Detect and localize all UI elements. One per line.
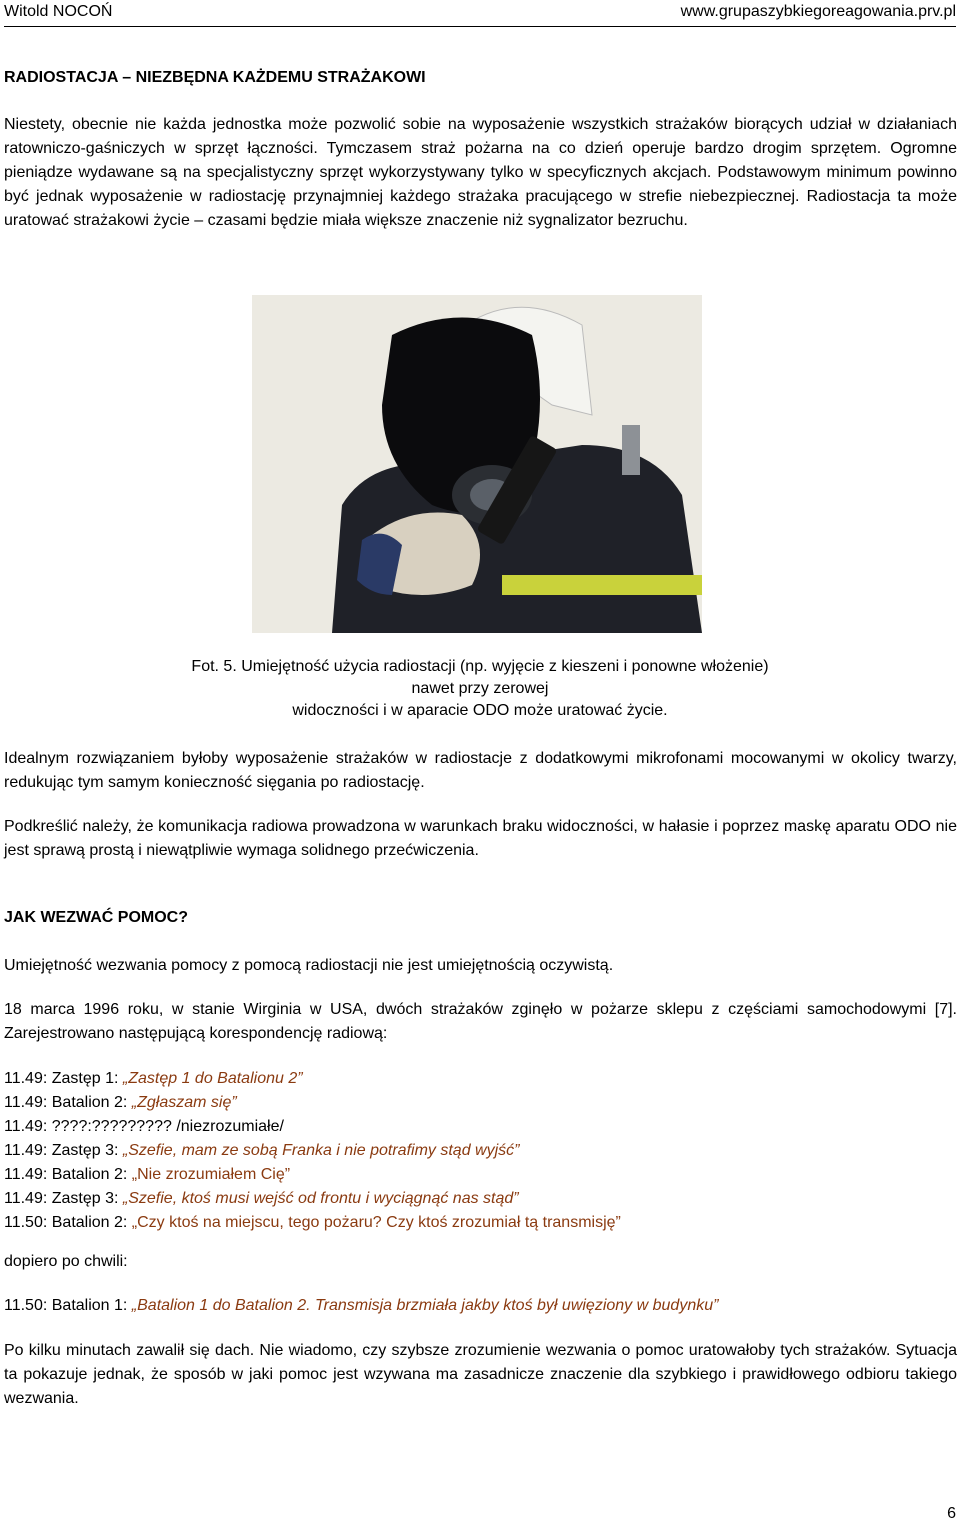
figure-caption [180,656,780,722]
after-while-label: dopiero po chwili: [4,1253,128,1270]
header-site-url: www.grupaszybkiegoreagowania.prv.pl [680,3,956,20]
paragraph-skill: Umiejętność wezwania pomocy z pomocą radiostacji nie jest umiejętnością oczywistą. [4,957,614,974]
transcript-line: 11.49: Zastęp 3: „Szefie, mam ze sobą Franka i nie potrafimy stąd wyjść” [4,1142,520,1159]
page-number: 6 [947,1505,956,1522]
transcript-line: 11.49: Batalion 2: „Nie zrozumiałem Cię” [4,1166,291,1183]
figure-caption-line-1: Fot. 5. Umiejętność użycia radiostacji (np. wyjęcie z kieszeni i ponowne włożenie) nawet przy zerowej [191,658,769,697]
paragraph-microphones: Idealnym rozwiązaniem byłoby wyposażenie strażaków w radiostacje z dodatkowymi mikrofonami mocowanymi w okolicy twarzy, redukując tym samym konieczność sięgania po radiostację. [4,750,957,791]
header-author: Witold NOCOŃ [4,3,113,20]
transcript-line: 11.49: Zastęp 3: „Szefie, ktoś musi wejść od frontu i wyciągnąć nas stąd” [4,1190,519,1207]
firefighter-illustration [252,295,702,633]
radio-transcript [4,1067,957,1235]
transcript-line-final: 11.50: Batalion 1: „Batalion 1 do Batalion 2. Transmisja brzmiała jakby ktoś był uwięziony w budynku” [4,1297,719,1314]
intro-paragraph: Niestety, obecnie nie każda jednostka może pozwolić sobie na wyposażenie wszystkich strażaków biorących udział w działaniach ratowniczo-gaśniczych w sprzęt łączności. Tymczasem straż pożarna na co dzień operuje bardzo drogim sprzętem. Ogromne pieniądze wydawane są na specjalistyczny sprzęt wykorzystywany tylko w specyficznych akcjach. Podstawowym minimum powinno być jednak wyposażenie w radiostację przynajmniej każdego strażaka pracującego w strefie niebezpiecznej. Radiostacja ta może uratować strażakowi życie – czasami będzie miała większe znaczenie niż sygnalizator bezruchu. [4,116,957,229]
paragraph-communication: Podkreślić należy, że komunikacja radiowa prowadzona w warunkach braku widoczności, w hałasie i poprzez maskę aparatu ODO nie jest sprawą prostą i niewątpliwie wymaga solidnego przećwiczenia. [4,818,957,859]
transcript-line: 11.49: Zastęp 1: „Zastęp 1 do Batalionu 2” [4,1070,303,1087]
firefighter-photo [252,295,702,633]
transcript-line: 11.49: Batalion 2: „Zgłaszam się” [4,1094,237,1111]
transcript-line: 11.50: Batalion 2: „Czy ktoś na miejscu, tego pożaru? Czy ktoś zrozumiał tą transmisję” [4,1214,621,1231]
figure-caption-line-2: widoczności i w aparacie ODO może uratować życie. [292,702,668,719]
section-heading-help: JAK WEZWAĆ POMOC? [4,909,188,926]
closing-paragraph: Po kilku minutach zawalił się dach. Nie wiadomo, czy szybsze zrozumienie wezwania o pomoc uratowałoby tych strażaków. Sytuacja ta pokazuje jednak, że sposób w jaki pomoc jest wzywana ma zasadnicze znaczenie dla szybkiego i prawidłowego odbioru takiego wezwania. [4,1342,957,1407]
page-header [4,2,956,27]
transcript-line: 11.49: ????:????????? /niezrozumiałe/ [4,1118,284,1135]
section-heading-radio: RADIOSTACJA – NIEZBĘDNA KAŻDEMU STRAŻAKOWI [4,69,426,86]
paragraph-incident: 18 marca 1996 roku, w stanie Wirginia w USA, dwóch strażaków zginęło w pożarze sklepu z częściami samochodowymi [7]. Zarejestrowano następującą korespondencję radiową: [4,1001,957,1042]
